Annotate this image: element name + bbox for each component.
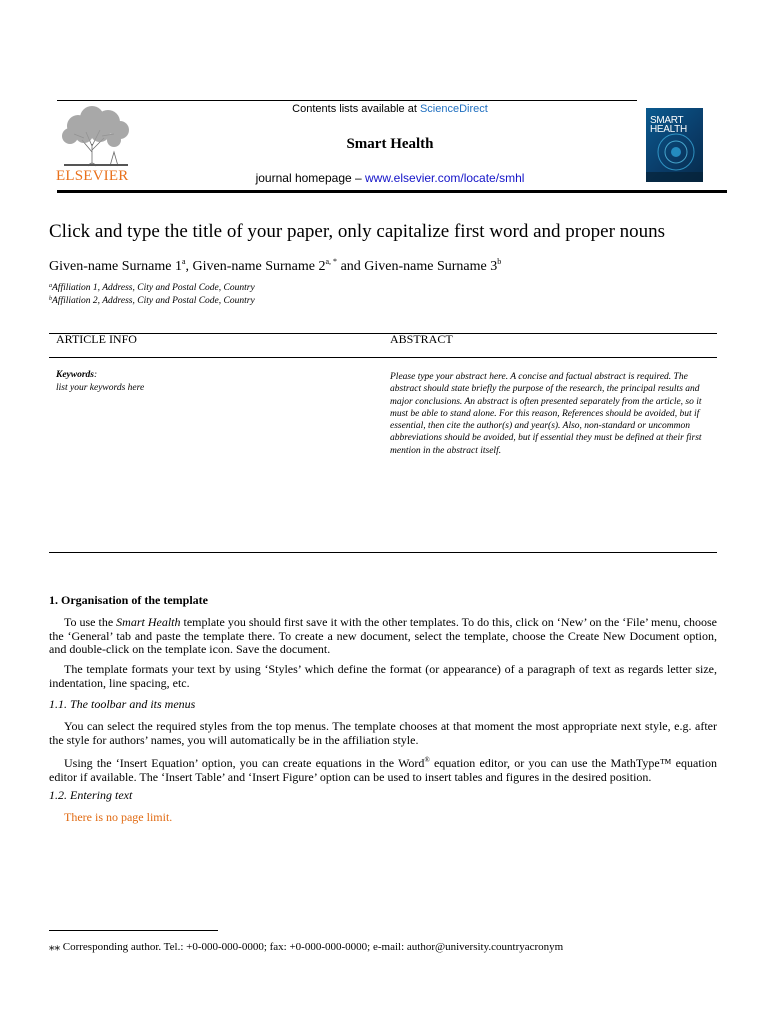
info-bottom-rule [49,552,717,553]
journal-homepage-line [200,171,580,185]
keywords-label-text: Keywords [56,370,94,380]
author-2-affil-mark: a, * [325,257,338,266]
author-list [49,257,501,275]
affiliation-text: Affiliation 1, Address, City and Postal Code, Country [52,283,255,293]
author-3-affil-mark: b [497,257,502,266]
homepage-prefix: journal homepage – [255,171,366,185]
affiliation-mark: a [49,283,52,289]
journal-name: Smart Health [346,136,434,152]
abstract-text: Please type your abstract here. A concise and factual abstract is required. The abstract should state briefly the purpose of the research, the principal results and major conclusions. An abstract is often presented separately from the article, so it must be able to stand alone. For this reason, References should be avoided, but if essential, then cite the author(s) and year(s). Also, non-standard or uncommon abbreviations should be avoided, but if essential they must be defined at their first mention in the abstract itself. [390,372,702,456]
subsection-heading-1-1: 1.1. The toolbar and its menus [49,697,196,711]
affiliation-text: Affiliation 2, Address, City and Postal Code, Country [52,296,255,306]
p2-text: The template formats your text by using ‘Styles’ which define the format (or appearance) of a paragraph of text as regards letter size, indentation, line spacing, etc. [49,662,717,690]
body-paragraph-5: There is no page limit. [64,810,173,824]
journal-homepage-link[interactable]: www.elsevier.com/locate/smhl [365,171,525,185]
p4-text: Using the ‘Insert Equation’ option, you can create equations in the Word [64,756,425,770]
footnote-rule [49,930,218,931]
corresponding-author-footnote [49,940,563,953]
author-1: Given-name Surname 1 [49,259,182,274]
keywords-label [56,370,97,380]
contents-prefix: Contents lists available at [292,103,420,115]
p3-text: You can select the required styles from the top menus. The template chooses at that moment the most appropriate next style, e.g. after the style for authors’ names, you will automatically be in the affiliation style. [49,719,717,747]
elsevier-wordmark: ELSEVIER [56,168,129,184]
p4-text: equation editor, or you can use the MathType™ equation editor if available. The ‘Insert Table’ and ‘Insert Figure’ option can be used to insert tables and figures in the desired position. [49,756,717,784]
p1-text: To use the [64,615,117,629]
info-top-rule [49,333,717,334]
body-paragraph-1 [49,616,717,657]
paper-title: Click and type the title of your paper, only capitalize first word and proper nouns [49,221,666,242]
contents-line [240,103,540,115]
affiliation-mark: b [49,296,52,302]
footnote-text: Corresponding author. Tel.: +0-000-000-0000; fax: +0-000-000-0000; e-mail: author@university.countryacronym [60,941,564,953]
footnote-marker: ⁎⁎ [49,941,60,953]
sciencedirect-link[interactable]: ScienceDirect [419,103,488,115]
registered-mark: ® [424,756,430,764]
author-separator: and [337,259,365,274]
subsection-heading-1-2: 1.2. Entering text [49,788,133,802]
journal-cover-image [646,108,703,182]
author-separator: , [185,259,193,274]
p1-text: template you should first save it with the other templates. To do this, click on ‘New’ on the ‘File’ menu, choose the ‘General’ tab and paste the template there. To create a new document, select the template, choose the Create New Document option, and double-click on the template icon. Save the document. [49,615,717,656]
section-heading-1: 1. Organisation of the template [49,593,208,607]
article-info-heading: ARTICLE INFO [56,332,137,346]
body-paragraph-2 [49,663,717,690]
header-top-rule [57,100,637,101]
journal-name-emphasis: Smart Health [116,615,181,629]
affiliation-1 [49,283,255,293]
header-bottom-rule [57,190,727,193]
cover-title: SMART HEALTH [650,115,687,135]
abstract-heading: ABSTRACT [390,332,453,346]
info-header-rule [49,357,717,358]
author-1-affil-mark: a [181,257,186,266]
keywords-colon: : [94,370,98,380]
author-3: Given-name Surname 3 [364,259,498,274]
keywords-text: list your keywords here [56,383,145,393]
body-paragraph-3 [49,720,717,747]
body-paragraph-4 [49,754,717,784]
author-2: Given-name Surname 2 [192,259,326,274]
affiliation-2 [49,296,255,306]
